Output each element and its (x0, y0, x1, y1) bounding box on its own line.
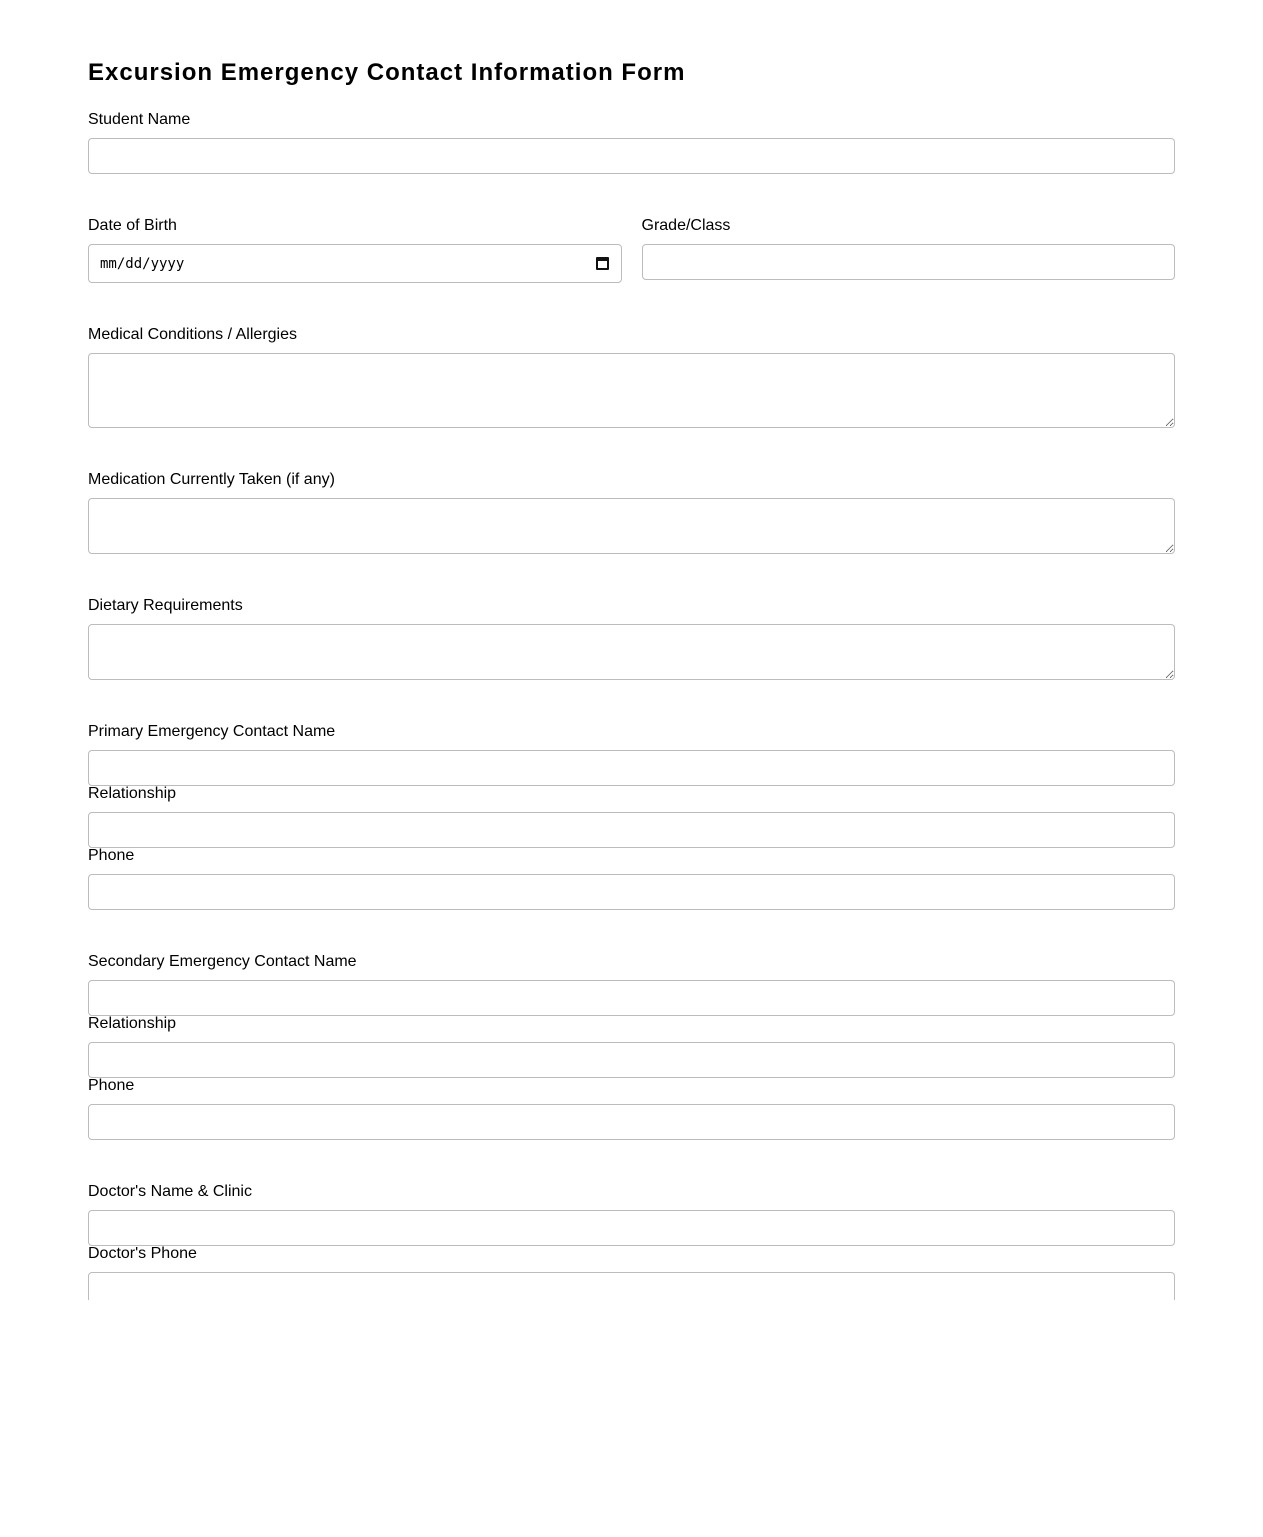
medical-conditions-textarea[interactable] (88, 353, 1175, 428)
doctor-phone-label: Doctor's Phone (88, 1245, 197, 1262)
dob-field (88, 216, 622, 283)
primary-contact-group (88, 722, 1175, 910)
secondary-contact-relationship-label: Relationship (88, 1015, 177, 1032)
medication-field (88, 470, 1175, 554)
grade-class-label: Grade/Class (641, 217, 731, 234)
student-name-field (88, 110, 1175, 174)
secondary-contact-name-label: Secondary Emergency Contact Name (88, 953, 357, 970)
primary-contact-phone-label: Phone (88, 847, 135, 864)
grade-class-input[interactable] (642, 244, 1176, 280)
doctor-name-input[interactable] (88, 1210, 1175, 1246)
medical-conditions-label: Medical Conditions / Allergies (88, 326, 297, 343)
primary-contact-phone-input[interactable] (88, 874, 1175, 910)
secondary-contact-name-input[interactable] (88, 980, 1175, 1016)
primary-contact-name-input[interactable] (88, 750, 1175, 786)
grade-class-field (642, 216, 1176, 283)
doctor-phone-input[interactable] (88, 1272, 1175, 1300)
doctor-name-label: Doctor's Name & Clinic (88, 1183, 252, 1200)
secondary-contact-group (88, 952, 1175, 1140)
dietary-textarea[interactable] (88, 624, 1175, 680)
dob-grade-row (88, 216, 1175, 283)
medical-conditions-field (88, 325, 1175, 428)
medication-label: Medication Currently Taken (if any) (88, 471, 335, 488)
student-name-label: Student Name (88, 111, 191, 128)
doctor-group (88, 1182, 1175, 1300)
dob-input[interactable] (88, 244, 622, 283)
calendar-icon[interactable] (596, 257, 609, 270)
secondary-contact-relationship-input[interactable] (88, 1042, 1175, 1078)
secondary-contact-phone-label: Phone (88, 1077, 135, 1094)
dietary-field (88, 596, 1175, 680)
student-name-input[interactable] (88, 138, 1175, 174)
dob-placeholder: mm/dd/yyyy (100, 255, 185, 272)
primary-contact-name-label: Primary Emergency Contact Name (88, 723, 336, 740)
dietary-label: Dietary Requirements (88, 597, 243, 614)
emergency-contact-form (88, 56, 1175, 1300)
dob-label: Date of Birth (88, 217, 177, 234)
page-title: Excursion Emergency Contact Information Form (88, 59, 686, 86)
secondary-contact-phone-input[interactable] (88, 1104, 1175, 1140)
primary-contact-relationship-label: Relationship (88, 785, 177, 802)
medication-textarea[interactable] (88, 498, 1175, 554)
primary-contact-relationship-input[interactable] (88, 812, 1175, 848)
